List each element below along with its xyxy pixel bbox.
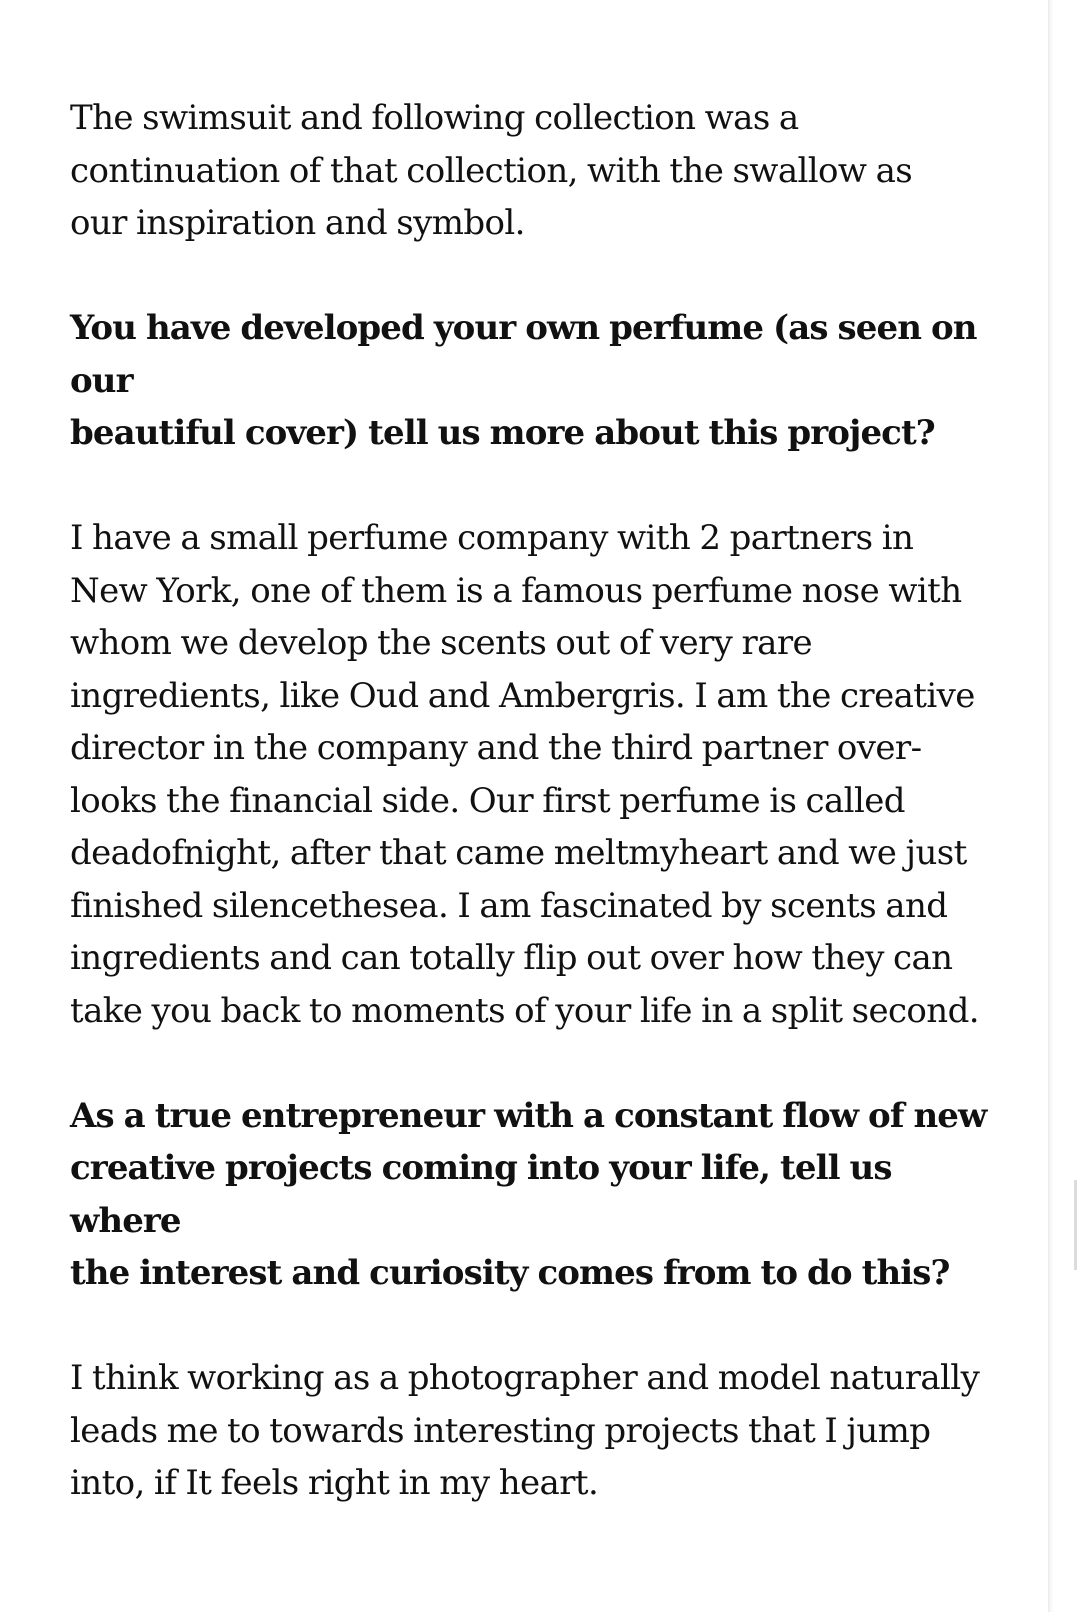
paragraph-gap [70,460,1000,513]
question-paragraph: You have developed your own perfume (as seen on our beautiful cover) tell us more about this project? [70,308,977,453]
answer-paragraph: I have a small perfume company with 2 partners in New York, one of them is a famous perfume nose with whom we develop the scents out of very rare ingredients, like Oud and Ambergris. I am the creative director in the company and the third partner over- looks the financial side. Our first perfume is called deadofnight, after that came meltmyheart and we just finished silencethesea. I am fascinated by scents and ingredients and can totally flip out over how they can take you back to moments of your life in a split second. [70,518,979,1031]
answer-paragraph: I think working as a photographer and model naturally leads me to towards interesting projects that I jump into, if It feels right in my heart. [70,1358,980,1503]
paragraph-gap [70,1300,1000,1353]
question-paragraph: As a true entrepreneur with a constant flow of new creative projects coming into your life, tell us where the interest and curiosity comes from to do this? [70,1095,987,1293]
page-edge-shadow [1048,0,1077,1612]
interview-article [70,92,1000,1510]
answer-paragraph: The swimsuit and following collection was a continuation of that collection, with the swallow as our inspiration and symbol. [70,98,913,243]
paragraph-gap [70,1037,1000,1090]
paragraph-gap [70,250,1000,303]
